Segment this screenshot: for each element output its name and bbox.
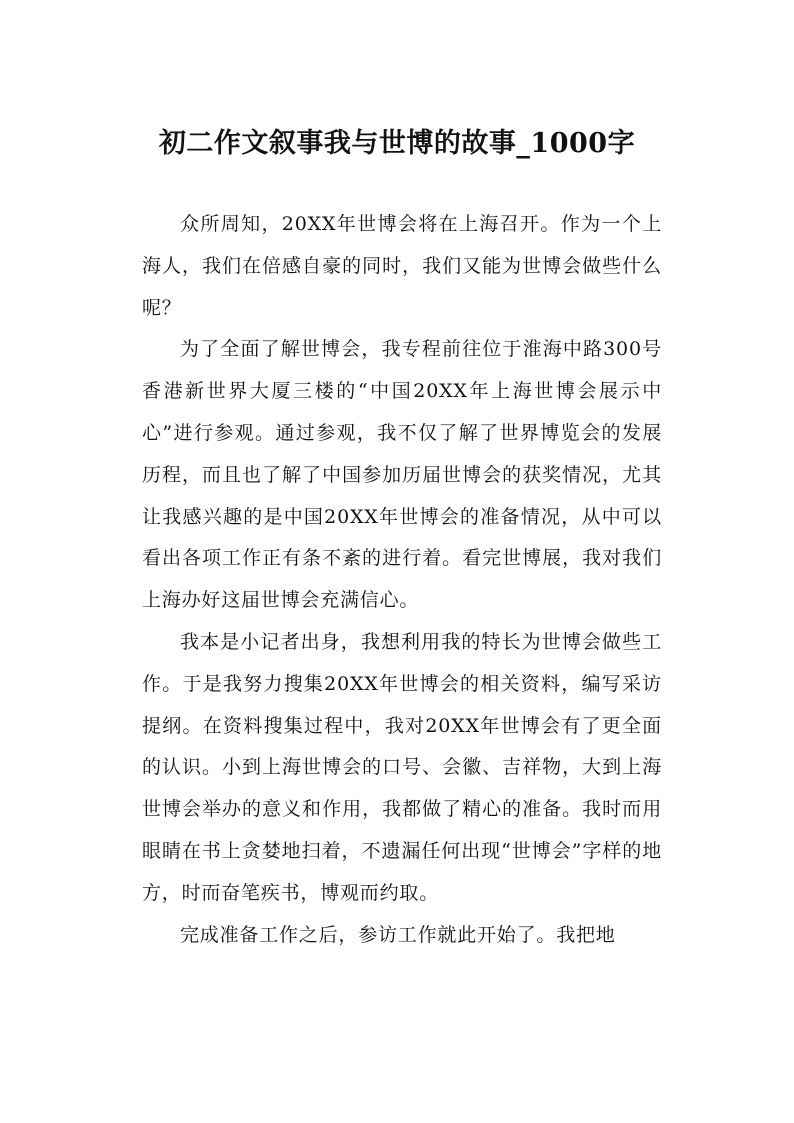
document-body (142, 204, 662, 956)
paragraph-1: 众所周知，20XX年世博会将在上海召开。作为一个上海人，我们在倍感自豪的同时，我们又能为世博会做些什么呢？ (142, 213, 662, 319)
paragraph-4: 完成准备工作之后，参访工作就此开始了。我把地 (180, 923, 616, 946)
document-title: 初二作文叙事我与世博的故事_1000字 (158, 128, 636, 160)
paragraph-2: 为了全面了解世博会，我专程前往位于淮海中路300号香港新世界大厦三楼的“中国20XX年上海世博会展示中心”进行参观。通过参观，我不仅了解了世界博览会的发展历程，而且也了解了中国参加历届世博会的获奖情况，尤其让我感兴趣的是中国20XX年世博会的准备情况，从中可以看出各项工作正有条不紊的进行着。看完世博展，我对我们上海办好这届世博会充满信心。 (142, 338, 662, 612)
paragraph-3: 我本是小记者出身，我想利用我的特长为世博会做些工作。于是我努力搜集20XX年世博会的相关资料，编写采访提纲。在资料搜集过程中，我对20XX年世博会有了更全面的认识。小到上海世博会的口号、会徽、吉祥物，大到上海世博会举办的意义和作用，我都做了精心的准备。我时而用眼睛在书上贪婪地扫着，不遗漏任何出现“世博会”字样的地方，时而奋笔疾书，博观而约取。 (142, 630, 662, 904)
